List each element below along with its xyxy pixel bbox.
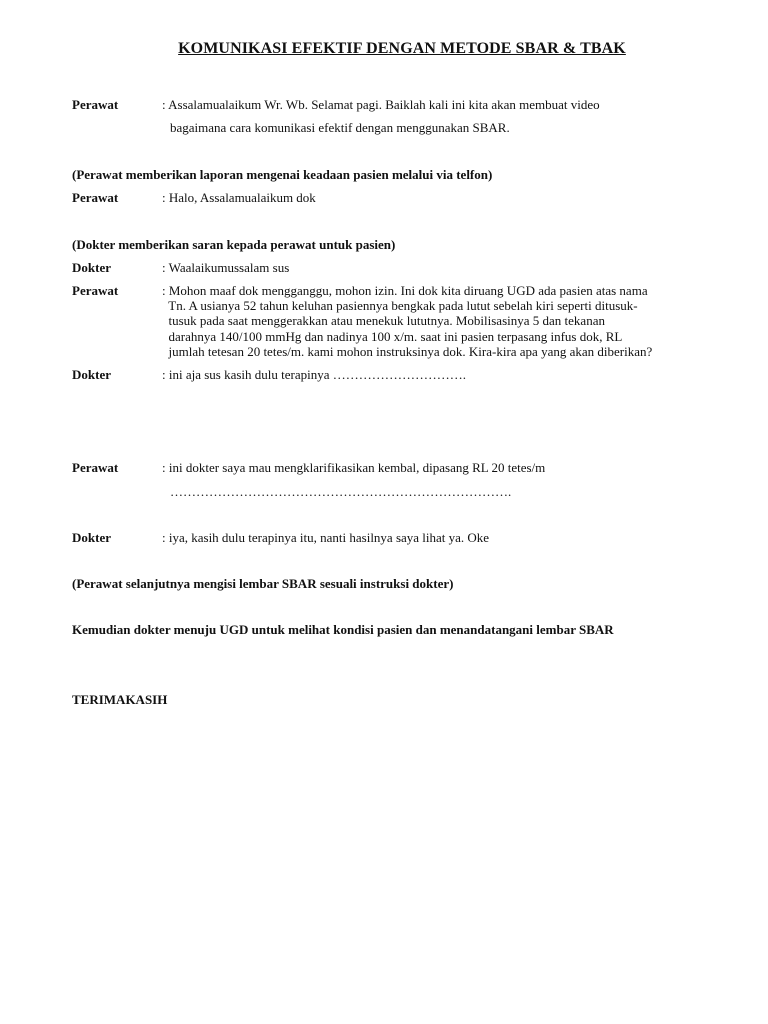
stage-note: (Dokter memberikan saran kepada perawat untuk pasien) xyxy=(72,237,396,252)
dialogue-text: : ini dokter saya mau mengklarifikasikan kembal, dipasang RL 20 tetes/m xyxy=(162,460,546,475)
stage-note: (Perawat memberikan laporan mengenai keadaan pasien melalui via telfon) xyxy=(72,167,493,182)
speaker-label: Perawat xyxy=(72,283,119,298)
speaker-label: Perawat xyxy=(72,460,119,475)
dialogue-text: : iya, kasih dulu terapinya itu, nanti hasilnya saya lihat ya. Oke xyxy=(162,530,490,545)
dialogue-continuation: ……………………………………………………………………. xyxy=(170,484,512,499)
document-title: KOMUNIKASI EFEKTIF DENGAN METODE SBAR & TBAK xyxy=(178,40,626,57)
dialogue-text: : Halo, Assalamualaikum dok xyxy=(162,190,316,205)
dialogue-text: : ini aja sus kasih dulu terapinya …………………………. xyxy=(162,367,467,382)
closing-note: Kemudian dokter menuju UGD untuk melihat kondisi pasien dan menandatangani lembar SBAR xyxy=(72,622,614,637)
speaker-label: Dokter xyxy=(72,530,111,545)
speaker-label: Perawat xyxy=(72,97,119,112)
closing-thanks: TERIMAKASIH xyxy=(72,692,168,707)
speaker-label: Dokter xyxy=(72,367,111,382)
stage-note: (Perawat selanjutnya mengisi lembar SBAR sesuali instruksi dokter) xyxy=(72,576,454,591)
speaker-label: Perawat xyxy=(72,190,119,205)
dialogue-text: : Waalaikumussalam sus xyxy=(162,260,290,275)
dialogue-continuation: bagaimana cara komunikasi efektif dengan menggunakan SBAR. xyxy=(170,120,510,135)
dialogue-text: : Mohon maaf dok mengganggu, mohon izin. Ini dok kita diruang UGD ada pasien atas nama Tn. A usianya 52 tahun keluhan pasiennya bengkak pada lutut sebelah kiri seperti ditusuk- tusuk pada saat menggerakkan atau menekuk lututnya. Mobilisasinya 5 dan tekanan darahnya 140/100 mmHg dan nadinya 100 x/m. saat ini pasien terpasang infus dok, RL jumlah tetesan 20 tetes/m. kami mohon instruksinya dok. Kira-kira apa yang akan diberikan? xyxy=(162,283,653,359)
speaker-label: Dokter xyxy=(72,260,111,275)
dialogue-text: : Assalamualaikum Wr. Wb. Selamat pagi. Baiklah kali ini kita akan membuat video xyxy=(162,97,600,112)
